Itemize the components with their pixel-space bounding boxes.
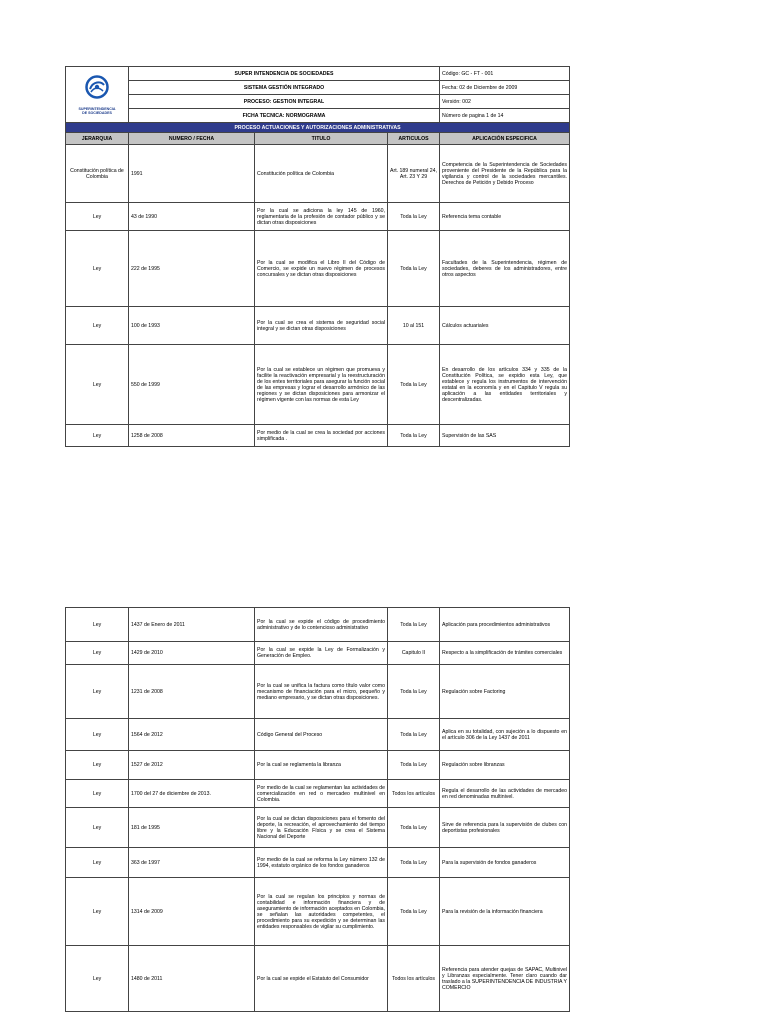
logo-text-line1: SUPERINTENDENCIA bbox=[78, 106, 116, 111]
cell-articulos: Toda la Ley bbox=[388, 808, 440, 848]
cell-articulos: Todos los artículos bbox=[388, 946, 440, 1012]
column-header-articulos: ARTICULOS bbox=[388, 133, 440, 145]
cell-aplicacion: En desarrollo de los artículos 334 y 335 de la Constitución Política, se expidio esta Ley, que establece y regula los instrumentos de intervención estatal en la economía y en el Capitulo V regula su aplicación a las entidades territoriales y descentralizadas. bbox=[440, 345, 570, 425]
cell-articulos: Toda la Ley bbox=[388, 345, 440, 425]
superintendencia-logo-icon bbox=[83, 75, 111, 105]
column-header-titulo: TITULO bbox=[255, 133, 388, 145]
cell-numero: 1314 de 2009 bbox=[129, 878, 255, 946]
cell-titulo: Por la cual se adiciona la ley 145 de 1960, reglamentaria de la profesión de contador público y se dictan otras disposiciones bbox=[255, 203, 388, 231]
cell-aplicacion: Aplicación para procedimientos administrativos bbox=[440, 608, 570, 642]
cell-titulo: Por la cual se expide la Ley de Formalización y Generación de Empleo. bbox=[255, 642, 388, 665]
cell-jerarquia: Constitución política de Colombia bbox=[66, 145, 129, 203]
header-pagina: Número de pagina 1 de 14 bbox=[440, 109, 570, 123]
header-fecha: Fecha: 02 de Diciembre de 2009 bbox=[440, 81, 570, 95]
cell-jerarquia: Ley bbox=[66, 345, 129, 425]
table-row bbox=[66, 231, 570, 307]
table-row bbox=[66, 808, 570, 848]
table-row bbox=[66, 608, 570, 642]
cell-aplicacion: Sirve de referencia para la supervisión de clubes con deportistas profesionales bbox=[440, 808, 570, 848]
cell-articulos: Toda la Ley bbox=[388, 719, 440, 751]
header-version: Versión: 002 bbox=[440, 95, 570, 109]
header-title4: FICHA TECNICA: NORMOGRAMA bbox=[129, 109, 440, 123]
cell-aplicacion: Competencia de la Superintendencia de Sociedades proveniente del Presidente de la República para la vigilancia y control de la sociedades mercantiles. Derechos de Petición y Debido Proceso bbox=[440, 145, 570, 203]
table-row bbox=[66, 946, 570, 1012]
cell-jerarquia: Ley bbox=[66, 751, 129, 780]
table-row bbox=[66, 878, 570, 946]
cell-titulo: Por la cual se unifica la factura como título valor como mecanismo de financiación para el micro, pequeño y mediano empresario, y se dictan otras disposiciones. bbox=[255, 665, 388, 719]
table-row bbox=[66, 848, 570, 878]
cell-jerarquia: Ley bbox=[66, 946, 129, 1012]
section-banner: PROCESO ACTUACIONES Y AUTORIZACIONES ADMINISTRATIVAS bbox=[66, 123, 570, 133]
table-row bbox=[66, 145, 570, 203]
cell-numero: 1991 bbox=[129, 145, 255, 203]
cell-jerarquia: Ley bbox=[66, 780, 129, 808]
cell-numero: 363 de 1997 bbox=[129, 848, 255, 878]
cell-articulos: Art. 189 numeral 24, Art. 23 Y 29 bbox=[388, 145, 440, 203]
cell-titulo: Por la cual se modifica el Libro II del Código de Comercio, se expide un nuevo régimen de procesos concursales y se dictan otras disposiciones bbox=[255, 231, 388, 307]
header-codigo: Código: GC - FT - 001 bbox=[440, 67, 570, 81]
cell-jerarquia: Ley bbox=[66, 665, 129, 719]
cell-titulo: Código General del Proceso bbox=[255, 719, 388, 751]
cell-aplicacion: Para la supervisión de fondos ganaderos bbox=[440, 848, 570, 878]
cell-aplicacion: Cálculos actuariales bbox=[440, 307, 570, 345]
cell-articulos: Toda la Ley bbox=[388, 203, 440, 231]
cell-titulo: Por medio de la cual se reglamentan las actividades de comercialización en red o mercadeo multinivel en Colombia. bbox=[255, 780, 388, 808]
cell-jerarquia: Ley bbox=[66, 642, 129, 665]
cell-aplicacion: Regulación sobre Factoring bbox=[440, 665, 570, 719]
cell-articulos: Toda la Ley bbox=[388, 751, 440, 780]
cell-aplicacion: Supervisión de las SAS bbox=[440, 425, 570, 447]
table-row bbox=[66, 665, 570, 719]
column-header-jerarquia: JERARQUIA bbox=[66, 133, 129, 145]
cell-numero: 1258 de 2008 bbox=[129, 425, 255, 447]
cell-articulos: Toda la Ley bbox=[388, 848, 440, 878]
table-row bbox=[66, 780, 570, 808]
cell-titulo: Por la cual se regulan los principios y normas de contabilidad e información financiera y de aseguramiento de información aceptados en Colombia, se señalan las autoridades competentes, el procedimiento para su expedición y se determinan las entidades responsables de vigilar su cumplimiento. bbox=[255, 878, 388, 946]
cell-aplicacion: Referencia para atender quejas de SAPAC, Multinivel y Libranzas especialmente. Tener claro cuando dar traslado a la SUPERINTENDENCIA DE INDUSTRIA Y COMERCIO bbox=[440, 946, 570, 1012]
cell-articulos: Toda la Ley bbox=[388, 665, 440, 719]
cell-jerarquia: Ley bbox=[66, 808, 129, 848]
table-row bbox=[66, 307, 570, 345]
cell-aplicacion: Facultades de la Superintendencia, régimen de sociedades, deberes de los administradores, entre otros aspectos bbox=[440, 231, 570, 307]
cell-jerarquia: Ley bbox=[66, 203, 129, 231]
normograma-table-page1 bbox=[65, 66, 570, 447]
logo-text-line2: DE SOCIEDADES bbox=[82, 110, 112, 115]
table-row bbox=[66, 642, 570, 665]
cell-numero: 1700 del 27 de diciembre de 2013. bbox=[129, 780, 255, 808]
cell-titulo: Constitución política de Colombia bbox=[255, 145, 388, 203]
cell-titulo: Por la cual se establece un régimen que promueva y facilite la reactivación empresarial y la reestructuración de los entes territoriales para asegurar la función social de las empresas y lograr el desarrollo armónico de las regiones y se dictan disposiciones para armonizar el régimen vigente con las normas de esta Ley bbox=[255, 345, 388, 425]
cell-titulo: Por la cual se expide el Estatuto del Consumidor bbox=[255, 946, 388, 1012]
cell-numero: 1564 de 2012 bbox=[129, 719, 255, 751]
cell-titulo: Por la cual se expide el código de procedimiento administrativo y de lo contencioso administrativo bbox=[255, 608, 388, 642]
cell-jerarquia: Ley bbox=[66, 719, 129, 751]
table-row bbox=[66, 345, 570, 425]
cell-articulos: Toda la Ley bbox=[388, 425, 440, 447]
cell-aplicacion: Referencia tema contable bbox=[440, 203, 570, 231]
cell-numero: 1231 de 2008 bbox=[129, 665, 255, 719]
cell-jerarquia: Ley bbox=[66, 848, 129, 878]
normograma-table-page2 bbox=[65, 607, 570, 1012]
header-title1: SUPER INTENDENCIA DE SOCIEDADES bbox=[129, 67, 440, 81]
cell-jerarquia: Ley bbox=[66, 425, 129, 447]
cell-titulo: Por la cual se crea el sistema de seguridad social integral y se dictan otras disposiciones bbox=[255, 307, 388, 345]
cell-aplicacion: Respecto a la simplificación de trámites comerciales bbox=[440, 642, 570, 665]
cell-numero: 1437 de Enero de 2011 bbox=[129, 608, 255, 642]
cell-numero: 181 de 1995 bbox=[129, 808, 255, 848]
header-title2: SISTEMA GESTIÓN INTEGRADO bbox=[129, 81, 440, 95]
table-row bbox=[66, 203, 570, 231]
logo-cell bbox=[66, 67, 129, 123]
cell-titulo: Por la cual se reglamenta la libranza bbox=[255, 751, 388, 780]
cell-numero: 222 de 1995 bbox=[129, 231, 255, 307]
cell-numero: 1480 de 2011 bbox=[129, 946, 255, 1012]
cell-articulos: 10 al 151 bbox=[388, 307, 440, 345]
table-row bbox=[66, 719, 570, 751]
cell-articulos: Toda la Ley bbox=[388, 608, 440, 642]
cell-numero: 1527 de 2012 bbox=[129, 751, 255, 780]
cell-jerarquia: Ley bbox=[66, 608, 129, 642]
cell-jerarquia: Ley bbox=[66, 307, 129, 345]
column-header-aplicacion: APLICACIÓN ESPECIFICA bbox=[440, 133, 570, 145]
cell-numero: 550 de 1999 bbox=[129, 345, 255, 425]
cell-titulo: Por medio de la cual se reforma la Ley número 132 de 1994, estatuto orgánico de los fondos ganaderos bbox=[255, 848, 388, 878]
cell-aplicacion: Para la revisión de la información financiera bbox=[440, 878, 570, 946]
cell-numero: 100 de 1993 bbox=[129, 307, 255, 345]
column-header-numero: NUMERO / FECHA bbox=[129, 133, 255, 145]
cell-aplicacion: Aplica en su totalidad, con sujeción a lo dispuesto en el artículo 306 de la Ley 1437 de 2011 bbox=[440, 719, 570, 751]
cell-articulos: Toda la Ley bbox=[388, 231, 440, 307]
cell-numero: 43 de 1990 bbox=[129, 203, 255, 231]
cell-titulo: Por la cual se dictan disposiciones para el fomento del deporte, la recreación, el aprovechamiento del tiempo libre y la Educación Física y se crea el Sistema Nacional del Deporte bbox=[255, 808, 388, 848]
cell-jerarquia: Ley bbox=[66, 878, 129, 946]
cell-numero: 1429 de 2010 bbox=[129, 642, 255, 665]
cell-jerarquia: Ley bbox=[66, 231, 129, 307]
cell-titulo: Por medio de la cual se crea la sociedad por acciones simplificada . bbox=[255, 425, 388, 447]
header-title3: PROCESO: GESTION INTEGRAL bbox=[129, 95, 440, 109]
table-row bbox=[66, 751, 570, 780]
cell-articulos: Toda la Ley bbox=[388, 878, 440, 946]
cell-aplicacion: Regulación sobre libranzas bbox=[440, 751, 570, 780]
cell-articulos: Capitulo II bbox=[388, 642, 440, 665]
cell-aplicacion: Regula el desarrollo de las actividades de mercadeo en red denominadas multinivel. bbox=[440, 780, 570, 808]
table-row bbox=[66, 425, 570, 447]
cell-articulos: Todos los artículos bbox=[388, 780, 440, 808]
